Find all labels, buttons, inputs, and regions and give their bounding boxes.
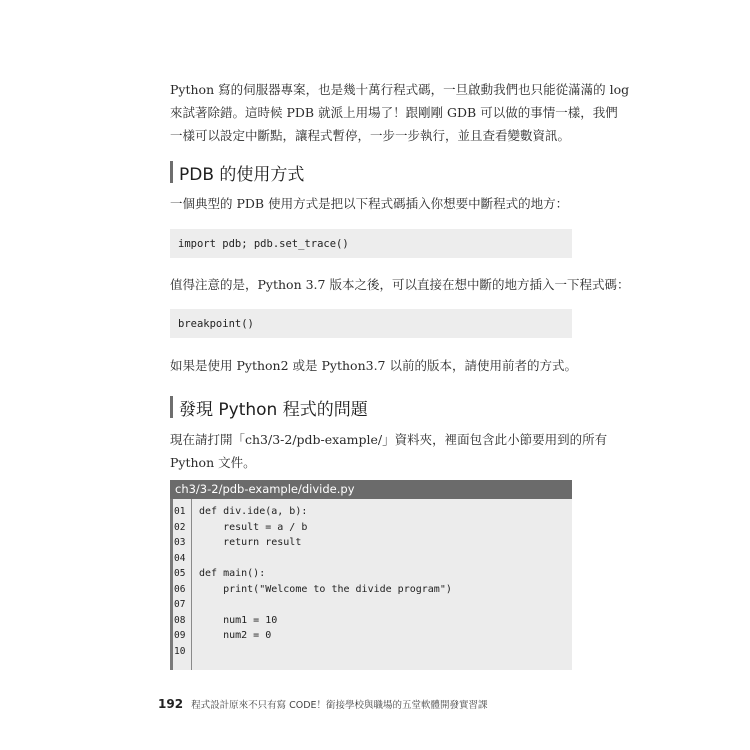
code-line <box>170 644 572 660</box>
line-number: 09 <box>174 630 186 642</box>
listing-body <box>170 499 572 670</box>
line-number: 05 <box>174 568 186 580</box>
code-line <box>170 613 572 629</box>
book-title: 程式設計原來不只有寫 CODE！銜接學校與職場的五堂軟體開發實習課 <box>191 700 488 711</box>
intro-line: 來試著除錯。這時候 PDB 就派上用場了！跟剛剛 GDB 可以做的事情一樣，我們 <box>170 105 618 120</box>
section1-paragraph-1 <box>170 192 575 215</box>
line-number: 04 <box>174 552 186 564</box>
intro-paragraph <box>170 78 630 147</box>
intro-line: Python 寫的伺服器專案，也是幾十萬行程式碼，一旦啟動我們也只能從滿滿的 log <box>170 82 630 97</box>
line-code: num1 = 10 <box>199 614 278 626</box>
code-line <box>170 551 572 567</box>
paragraph-line: 一個典型的 PDB 使用方式是把以下程式碼插入你想要中斷程式的地方： <box>170 196 569 211</box>
heading-bar <box>170 396 173 418</box>
section1-paragraph-2 <box>170 273 630 296</box>
line-code: def div.ide(a, b): <box>199 506 308 518</box>
section2-paragraph <box>170 428 608 474</box>
code-snippet-breakpoint <box>170 309 572 338</box>
line-number: 06 <box>174 583 186 595</box>
line-number: 03 <box>174 537 186 549</box>
page-footer <box>158 697 488 711</box>
line-number: 10 <box>174 645 186 657</box>
code-line <box>170 504 572 520</box>
code-lines <box>170 504 572 659</box>
code-line <box>170 535 572 551</box>
line-number: 07 <box>174 599 186 611</box>
line-code: result = a / b <box>199 521 308 533</box>
heading-text: 發現 Python 程式的問題 <box>179 399 368 420</box>
section-heading-pdb-usage <box>170 161 304 183</box>
code-line <box>170 628 572 644</box>
line-code: print("Welcome to the divide program") <box>199 583 452 595</box>
code-text: import pdb; pdb.set_trace() <box>178 237 349 250</box>
heading-text: PDB 的使用方式 <box>179 164 305 185</box>
paragraph-line: Python 文件。 <box>170 455 256 470</box>
section-heading-find-problem <box>170 396 368 418</box>
code-line <box>170 597 572 613</box>
code-listing <box>170 480 572 670</box>
page-number: 192 <box>158 697 184 711</box>
code-line <box>170 566 572 582</box>
line-number: 01 <box>174 506 186 518</box>
paragraph-line: 現在請打開「ch3/3-2/pdb-example/」資料夾，裡面包含此小節要用到的所有 <box>170 432 608 447</box>
listing-title: ch3/3-2/pdb-example/divide.py <box>170 480 572 499</box>
paragraph-line: 值得注意的是，Python 3.7 版本之後，可以直接在想中斷的地方插入一下程式碼： <box>170 277 630 292</box>
code-text: breakpoint() <box>178 317 254 330</box>
code-snippet-set-trace <box>170 229 572 258</box>
code-line <box>170 520 572 536</box>
intro-line: 一樣可以設定中斷點，讓程式暫停，一步一步執行，並且查看變數資訊。 <box>170 128 571 143</box>
code-line <box>170 582 572 598</box>
line-code: num2 = 0 <box>199 630 272 642</box>
paragraph-line: 如果是使用 Python2 或是 Python3.7 以前的版本，請使用前者的方式。 <box>170 358 577 373</box>
line-number: 02 <box>174 521 186 533</box>
section1-paragraph-3 <box>170 354 575 377</box>
heading-bar <box>170 161 173 183</box>
line-code: return result <box>199 537 302 549</box>
line-code: def main(): <box>199 568 266 580</box>
line-number: 08 <box>174 614 186 626</box>
